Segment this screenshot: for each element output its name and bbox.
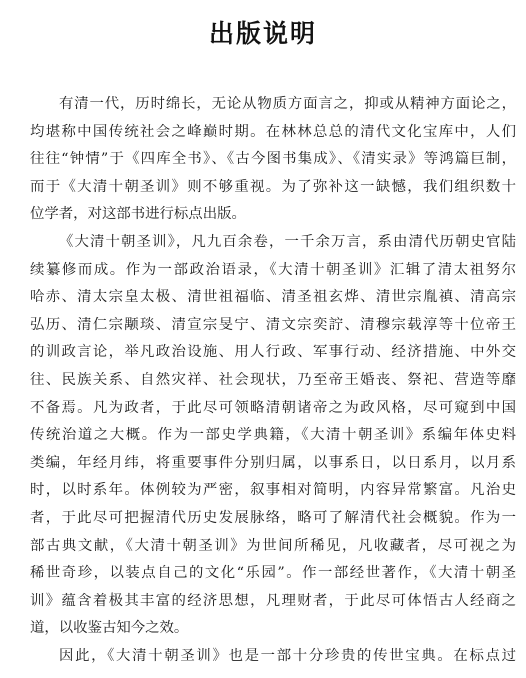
text-line: 传统治道之大概。作为一部史学典籍，《大清十朝圣训》系编年体史料 xyxy=(30,427,516,444)
text-line: 时，以时系年。体例较为严密，叙事相对简明，内容异常繁富。凡治史 xyxy=(30,482,516,499)
text-line: 位学者，对这部书进行标点出版。 xyxy=(30,206,246,223)
text-line: 《大清十朝圣训》，凡九百余卷，一千余万言，系由清代历朝史官陆 xyxy=(59,233,516,250)
text-line: 均堪称中国传统社会之峰巅时期。在林林总总的清代文化宝库中，人们 xyxy=(30,123,516,140)
text-line: 的训政言论，举凡政治设施、用人行政、军事行动、经济措施、中外交 xyxy=(30,344,516,361)
page-title: 出版说明 xyxy=(208,19,317,48)
text-line: 弘历、清仁宗颙琰、清宣宗旻宁、清文宗奕詝、清穆宗载淳等十位帝王 xyxy=(30,316,516,333)
text-line: 因此，《大清十朝圣训》也是一部十分珍贵的传世宝典。在标点过 xyxy=(59,647,516,664)
text-line: 续纂修而成。作为一部政治语录，《大清十朝圣训》汇辑了清太祖努尔 xyxy=(30,261,516,278)
text-line: 部古典文献，《大清十朝圣训》为世间所稀见，凡收藏者，尽可视之为 xyxy=(30,537,516,554)
text-line: 哈赤、清太宗皇太极、清世祖福临、清圣祖玄烨、清世宗胤禛、清高宗 xyxy=(30,289,516,306)
text-line: 道，以收鉴古知今之效。 xyxy=(30,620,189,637)
body-text xyxy=(30,91,516,670)
text-line: 有清一代，历时绵长，无论从物质方面言之，抑或从精神方面论之， xyxy=(59,96,516,112)
text-line: 者，于此尽可把握清代历史发展脉络，略可了解清代社会概貌。作为一 xyxy=(30,509,516,526)
text-line: 而于《大清十朝圣训》则不够重视。为了弥补这一缺憾，我们组织数十 xyxy=(30,178,516,195)
text-line: 往往“钟情”于《四库全书》、《古今图书集成》、《清实录》等鸿篇巨制， xyxy=(30,151,516,168)
text-line: 往、民族关系、自然灾祥、社会现状，乃至帝王婚丧、祭祀、营造等靡 xyxy=(30,371,516,388)
text-line: 不备焉。凡为政者，于此尽可领略清朝诸帝之为政风格，尽可窥到中国 xyxy=(30,399,516,416)
text-line: 训》蕴含着极其丰富的经济思想，凡理财者，于此尽可体悟古人经商之 xyxy=(30,592,516,609)
text-line: 类编，年经月纬，将重要事件分别归属，以事系日，以日系月，以月系 xyxy=(30,454,516,471)
text-line: 稀世奇珍，以装点自己的文化“乐园”。作一部经世著作，《大清十朝圣 xyxy=(30,565,516,582)
